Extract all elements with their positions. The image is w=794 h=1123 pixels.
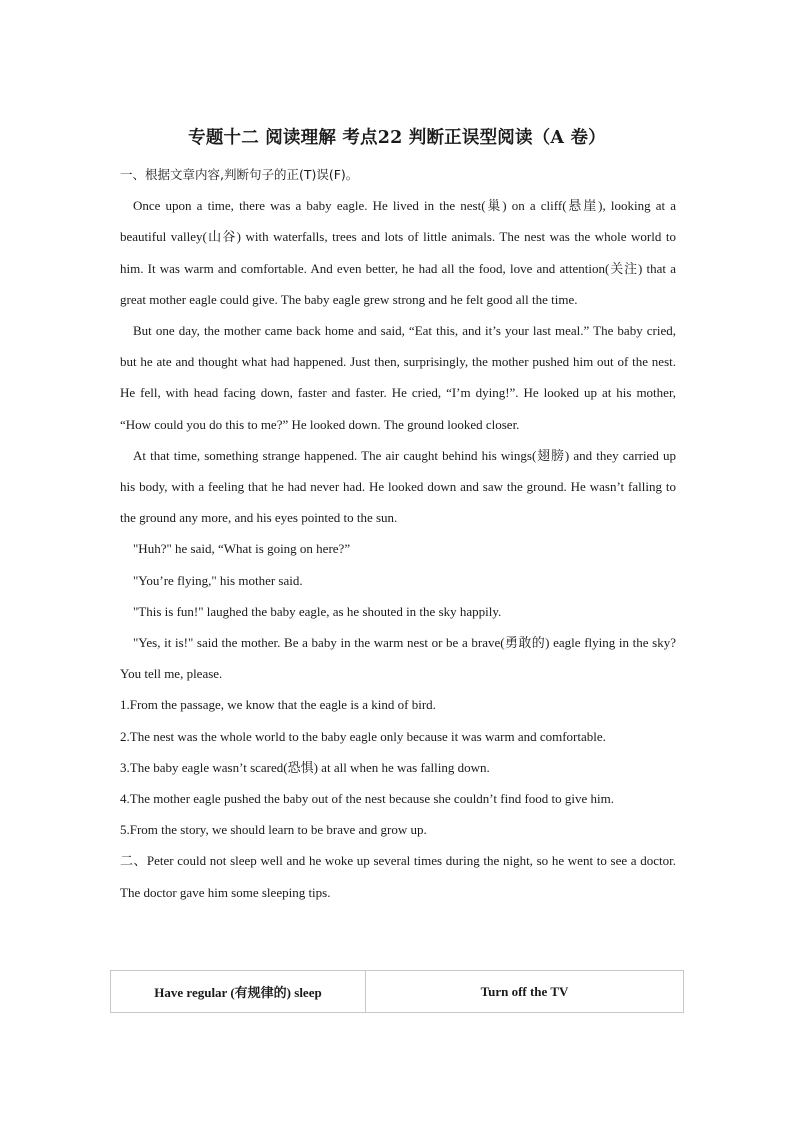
story-paragraph: "Yes, it is!" said the mother. Be a baby in the warm nest or be a brave(勇敢的) eagle flying in the sky? You tell me, please. <box>120 635 676 682</box>
question-item: 3.The baby eagle wasn’t scared(恐惧) at all when he was falling down. <box>120 759 490 775</box>
story-dialogue: "Huh?" he said, “What is going on here?” <box>133 541 351 557</box>
question-item: 1.From the passage, we know that the eagle is a kind of bird. <box>120 697 436 713</box>
story-dialogue: "You’re flying," his mother said. <box>133 572 303 588</box>
question-item: 4.The mother eagle pushed the baby out of the nest because she couldn’t find food to give him. <box>120 791 614 807</box>
sleeping-tips-table <box>110 970 684 1013</box>
story-paragraph: Once upon a time, there was a baby eagle. He lived in the nest(巢) on a cliff(悬崖), looking at a beautiful valley(山谷) with waterfalls, trees and lots of little animals. The nest was the whole world to him. It was warm and comfortable. And even better, he had all the food, love and attention(关注) that a great mother eagle could give. The baby eagle grew strong and he felt good all the time. <box>120 198 676 307</box>
table-header-cell: Have regular (有规律的) sleep <box>111 971 366 1013</box>
section-1-instruction: 一、根据文章内容,判断句子的正(T)误(F)。 <box>120 167 359 182</box>
story-paragraph: But one day, the mother came back home and said, “Eat this, and it’s your last meal.” The baby cried, but he ate and thought what had happened. Just then, surprisingly, the mother pushed him out of the nest. He fell, with head facing down, faster and faster. He cried, “I’m dying!”. He looked up at his mother, “How could you do this to me?” He looked down. The ground looked closer. <box>120 323 676 432</box>
table-header-row <box>111 971 684 1013</box>
table-header-cell: Turn off the TV <box>366 971 684 1013</box>
question-item: 5.From the story, we should learn to be brave and grow up. <box>120 822 427 838</box>
document-body <box>120 159 676 908</box>
page-title: 专题十二 阅读理解 考点22 判断正误型阅读（A 卷） <box>188 128 606 148</box>
story-paragraph: At that time, something strange happened. The air caught behind his wings(翅膀) and they carried up his body, with a feeling that he had never had. He looked down and saw the ground. He wasn’t falling to the ground any more, and his eyes pointed to the sun. <box>120 447 676 526</box>
question-item: 2.The nest was the whole world to the baby eagle only because it was warm and comfortable. <box>120 728 606 744</box>
section-2-intro: 二、Peter could not sleep well and he woke up several times during the night, so he went to see a doctor. The doctor gave him some sleeping tips. <box>120 853 676 900</box>
story-dialogue: "This is fun!" laughed the baby eagle, as he shouted in the sky happily. <box>133 603 502 619</box>
